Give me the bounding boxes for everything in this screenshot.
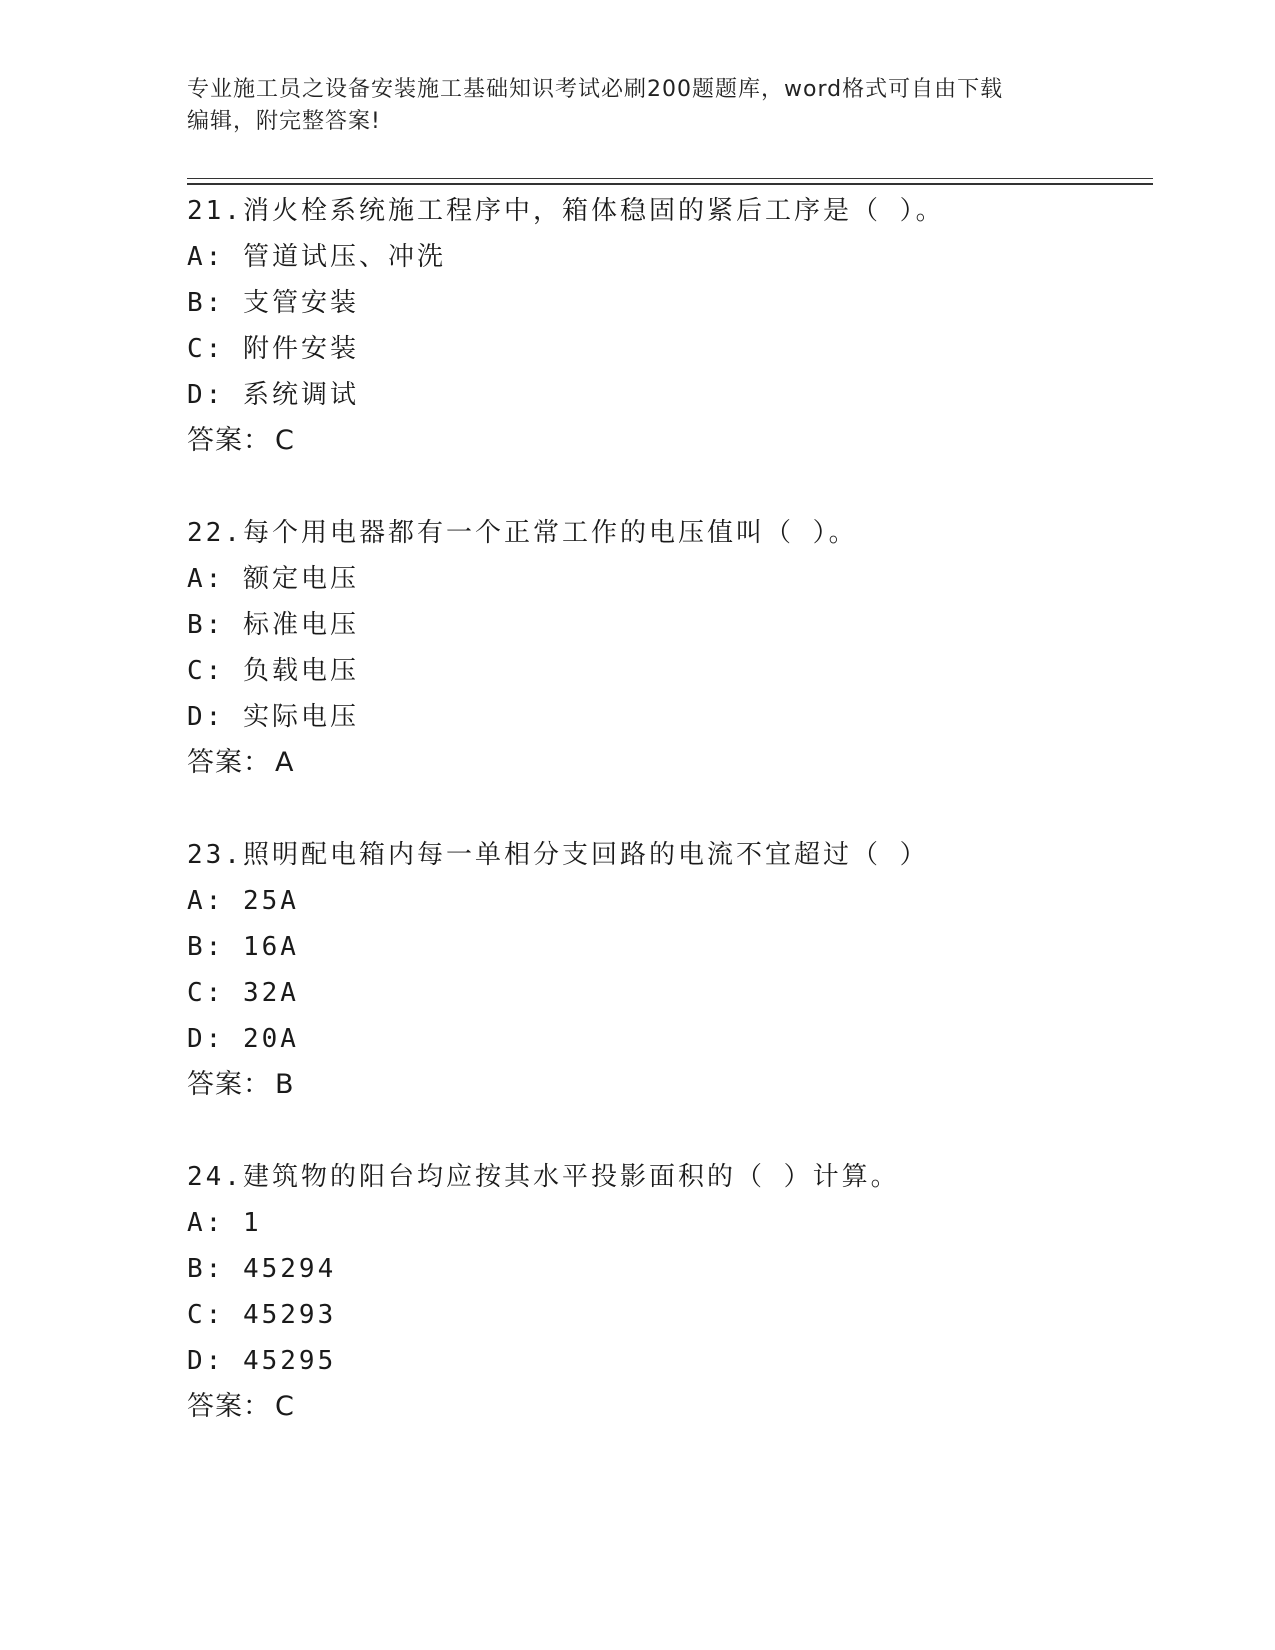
answer-line [187, 740, 1153, 786]
answer-value: C [275, 1391, 295, 1422]
header-line-2: 编辑，附完整答案! [187, 109, 381, 134]
option-c: C: 32A [187, 978, 299, 1008]
option-d: D: 实际电压 [187, 702, 359, 732]
option-c: C: 负载电压 [187, 656, 359, 686]
answer-label: 答案： [187, 1069, 271, 1100]
answer-value: C [275, 425, 295, 456]
option-d: D: 45295 [187, 1346, 337, 1376]
header-divider-thin [187, 178, 1153, 179]
header-divider-thick [187, 183, 1153, 185]
question-stem: 23.照明配电箱内每一单相分支回路的电流不宜超过（ ） [187, 840, 929, 870]
answer-line [187, 418, 1153, 464]
option-b: B: 16A [187, 932, 299, 962]
question-stem: 24.建筑物的阳台均应按其水平投影面积的（ ）计算。 [187, 1162, 900, 1192]
option-a: A: 额定电压 [187, 564, 359, 594]
answer-value: B [275, 1069, 295, 1100]
option-d: D: 20A [187, 1024, 299, 1054]
document-header [187, 74, 1087, 138]
question-list [187, 188, 1153, 1430]
header-line-1: 专业施工员之设备安装施工基础知识考试必刷200题题库，word格式可自由下载 [187, 77, 1004, 102]
answer-line [187, 1062, 1153, 1108]
answer-label: 答案： [187, 425, 271, 456]
option-a: A: 1 [187, 1208, 262, 1238]
option-d: D: 系统调试 [187, 380, 359, 410]
question-23 [187, 832, 1153, 1108]
option-c: C: 附件安装 [187, 334, 359, 364]
answer-label: 答案： [187, 747, 271, 778]
option-c: C: 45293 [187, 1300, 337, 1330]
option-b: B: 标准电压 [187, 610, 359, 640]
question-stem: 22.每个用电器都有一个正常工作的电压值叫（ ）。 [187, 518, 858, 548]
answer-value: A [275, 747, 295, 778]
question-22 [187, 510, 1153, 786]
option-a: A: 25A [187, 886, 299, 916]
answer-label: 答案： [187, 1391, 271, 1422]
answer-line [187, 1384, 1153, 1430]
option-b: B: 45294 [187, 1254, 337, 1284]
question-stem: 21.消火栓系统施工程序中，箱体稳固的紧后工序是（ ）。 [187, 196, 945, 226]
option-b: B: 支管安装 [187, 288, 359, 318]
option-a: A: 管道试压、冲洗 [187, 242, 446, 272]
question-24 [187, 1154, 1153, 1430]
question-21 [187, 188, 1153, 464]
